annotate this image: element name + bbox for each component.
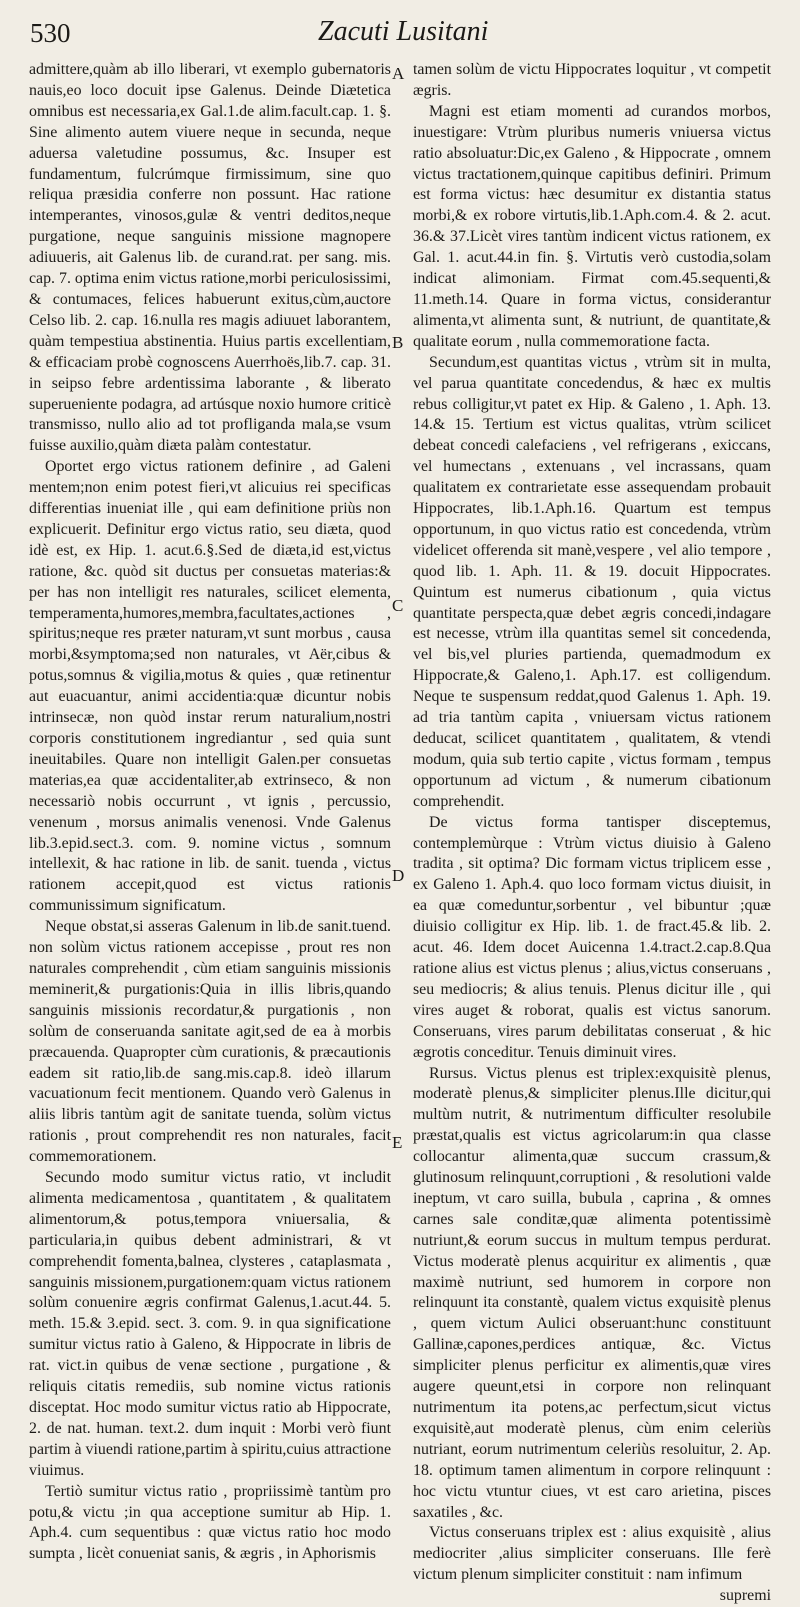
- paragraph: Tertiò sumitur victus ratio , propriissimè tantùm pro potu,& victu ;in qua acceptione sumitur ab Hip. 1. Aph.4. cum sequentibus : quæ victus ratio hoc modo sumpta , licèt conueniat sanis, & ægris , in Aphorismis: [29, 1482, 391, 1563]
- margin-letter: E: [392, 1133, 403, 1152]
- left-column: [29, 60, 391, 1563]
- page-header: [30, 8, 770, 50]
- paragraph: admittere,quàm ab illo liberari, vt exemplo gubernatoris nauis,eo loco docuit ipse Galenus. Deinde Diætetica omnibus est necessaria,ex Gal.1.de alim.facult.cap. 1. §. Sine alimento autem viuere neque in secunda, neque aduersa valetudine possumus, &c. Insuper est fundamentum, fulcrúmque firmissimum, sine quo reliqua præsidia conferre non possunt. Hac ratione intemperantes, vinosos,gulæ & ventri deditos,neque purgatione, neque sanguinis missione magnopere adiuueris, ait Galenus lib. de curand.rat. per sang. mis. cap. 7. optima enim victus ratione,morbi periculosissimi, & contumaces, felices habuerunt exitus,cùm,auctore Celso lib. 2. cap. 16.nulla res magis adiuuet laborantem, quàm tempestiua abstinentia. Huius partis excellentiam, & efficaciam probè cognoscens Auerrhoës,lib.7. cap. 31. in seipso febre ardentissima laborante , & liberato superueniente podagra, ad artúsque noxio humore criticè transmisso, nullo alio ad tot profliganda mala,se vsum fuisse auxilio,quàm diæta palàm contestatur.: [29, 61, 391, 455]
- paragraph: Rursus. Victus plenus est triplex:exquisitè plenus, moderatè plenus,& simpliciter plenus.Ille dicitur,qui multùm nutrit, & nutrimentum difficulter resolubile præstat,qualis est victus agricolarum:in qua classe collocantur alimenta,quæ succum crassum,& glutinosum relinquunt,corruptioni , & resolutioni valde ineptum, vt caro suilla, bubula , caprina , & omnes carnes sale conditæ,quæ alimenta potentissimè nutriunt,& eorum succus in multum tempus perdurat. Victus moderatè plenus acquiritur ex alimentis , quæ maximè nutriunt, sed humorem in corpore non relinquunt ita constantè, qualem victus exquisitè plenus , quem victum Aulici obseruant:hunc constituunt Gallinæ,capones,perdices antiquæ, &c. Victus simpliciter plenus perficitur ex alimentis,quæ vires augere queunt,etsi in corpore non relinquant nutrimentum ita potens,ac perfectum,sicut victus exquisitè,aut moderatè plenus, cùm enim celeriùs nutriant, eorum nutrimentum celeriùs resoluitur, 2. Ap. 18. optimum tamen alimentum in corpore relinquunt : hoc victu vtuntur ciues, vt est caro arietina, pisces saxatiles , &c.: [413, 1064, 771, 1521]
- catchword: supremi: [719, 1587, 771, 1605]
- margin-letter: B: [392, 333, 404, 352]
- paragraph: Neque obstat,si asseras Galenum in lib.de sanit.tuend. non solùm victus rationem accepisse , prout res non naturales comprehendit , cùm etiam sanguinis missionis meminerit,& purgationis:Quia in illis libris,quando sanguinis missionis recordatur,& purgationis , non solùm de conseruanda sanitate agit,sed de ea à morbis præcauenda. Quapropter cùm curationis, & præcautionis eadem sit ratio,lib.de sang.mis.cap.8. ideò illarum vacuationum fecit mentionem. Quando verò Galenus in aliis libris tantùm agit de sanitate tuenda, solùm victus rationis , prout comprehendit res non naturales, facit commemorationem.: [29, 918, 391, 1166]
- margin-letter: C: [392, 596, 404, 615]
- margin-letter: D: [392, 866, 405, 885]
- paragraph: Secundum,est quantitas victus , vtrùm sit in multa, vel parua quantitate concedendus, & hæc ex multis rebus colligitur,vt patet ex Hip. & Galeno , 1. Aph. 13. 14.& 15. Tertium est victus qualitas, vtrùm scilicet debeat concedi calefaciens , vel refrigerans , exiccans, vel humectans , extenuans , vel incrassans, quam qualitatem ex contrarietate esse assequendam probauit Hippocrates, lib.1.Aph.16. Quartum est tempus opportunum, in quo victus ratio est concedenda, vtrùm videlicet offerenda sit manè,vespere , vel alio tempore , quod lib. 1. Aph. 11. & 19. docuit Hippocrates. Quintum est numerus cibationum , quia victus quantitate perspecta,quæ debet ægris concedi,indagare est necesse, vtrùm illa quantitas semel sit concedenda, vel bis,vel pluries partienda, quemadmodum ex Hippocrate,& Galeno,1. Aph.17. est colligendum. Neque te suspensum reddat,quod Galenus 1. Aph. 19. ad tria tantùm capita , vniuersam victus rationem deducat, scilicet quantitatem , qualitatem, & vtendi modum, quia sub tertio capite , victus formam , tempus opportunum ad victum , & numerum cibationum comprehendit.: [413, 353, 771, 810]
- paragraph: De victus forma tantisper disceptemus, contemplemùrque : Vtrùm victus diuisio à Galeno tradita , sit optima? Dic formam victus triplicem esse , ex Galeno 1. Aph.4. quo loco formam victus diuisit, in ea quæ comeduntur,sorbentur , vel bibuntur ;quæ diuisio colligitur ex Hip. lib. 1. de fract.45.& lib. 2. acut. 46. Idem docet Auicenna 1.4.tract.2.cap.8.Qua ratione alius est victus plenus ; alius,victus conseruans , seu mediocris; & alius tenuis. Plenus dicitur ille , qui vires auget & roborat, qualis est victus sanorum. Conseruans, vires parum debilitatas conseruat , & hic ægrotis conceditur. Tenuis diminuit vires.: [413, 813, 771, 1061]
- page-number: 530: [30, 18, 71, 48]
- paragraph: Oportet ergo victus rationem definire , ad Galeni mentem;non enim potest fieri,vt alicuius rei specificas differentias inueniat ille , qui eam definitione priùs non explicuerit. Definitur ergo victus ratio, seu diæta, quod idè est, ex Hip. 1. acut.6.§.Sed de diæta,id est,victus ratione, &c. quòd sit ductus per consuetas materias:& per has non intelligit res naturales, scilicet elementa, temperamenta,humores,membra,facultates,actiones , spiritus;neque res præter naturam,vt sunt morbus , causa morbi,&symptoma;sed non naturales, vt Aër,cibus & potus,somnus & vigilia,motus & quies , quæ retinentur aut euacuantur, animi accidentia:quæ dicuntur nobis intrinsecæ, non quòd instar rerum naturalium,nostri corporis constitutionem ingrediantur , sed quia sunt ineuitabiles. Quare non intelligit Galen.per consuetas materias,ea quæ accidentaliter,ab extrinseco, & non necessariò nobis occurrunt , vt ignis , percussio, venenum , morsus animalis venenosi. Vnde Galenus lib.3.epid.sect.3. com. 9. nomine victus , somnum intellexit, & hac ratione in lib. de sanit. tuenda , victus rationem accepit,quod est victus rationis communissimum significatum.: [29, 458, 391, 915]
- right-column: [413, 60, 771, 1605]
- paragraph: Secundo modo sumitur victus ratio, vt includit alimenta medicamentosa , quantitatem , & qualitatem alimentorum,& potus,tempora vniuersalia, & particularia,in quibus debent administrari, & vt comprehendit fomenta,balnea, clysteres , cataplasmata , sanguinis missionem,purgationem:quam victus rationem solùm conuenire ægris confirmat Galenus,1.acut.44. 5. meth. 15.& 3.epid. sect. 3. com. 9. in qua significatione sumitur victus ratio à Galeno, & Hippocrate in libris de rat. vict.in quibus de venæ sectione , purgatione , & reliquis citatis remediis, sub nomine victus rationis disceptat. Hoc modo sumitur victus ratio ab Hippocrate, 2. de nat. human. text.2. dum inquit : Morbi verò fiunt partim à viuendi ratione,partim à spiritu,cuius attractione viuimus.: [29, 1169, 391, 1479]
- running-title: Zacuti Lusitani: [318, 16, 489, 47]
- margin-letter: A: [392, 64, 405, 83]
- paragraph: tamen solùm de victu Hippocrates loquitur , vt competit ægris.: [413, 61, 771, 99]
- paragraph: Victus conseruans triplex est : alius exquisitè , alius mediocriter ,alius simpliciter conseruans. Ille ferè victum plenum simpliciter constituit : nam infimum: [413, 1524, 771, 1584]
- paragraph: Magni est etiam momenti ad curandos morbos, inuestigare: Vtrùm pluribus numeris vniuersa victus ratio absoluatur:Dic,ex Galeno , & Hippocrate , omnem victus tractationem,quinque capitibus definiri. Primum est forma victus: hæc desumitur ex distantia status morbi,& ex robore virtutis,lib.1.Aph.com.4. & 2. acut. 36.& 37.Licèt vires tantùm indicent victus rationem, ex Gal. 1. acut.44.in fin. §. Virtutis verò custodia,solam indicat alimoniam. Firmat com.45.sequenti,& 11.meth.14. Quare in forma victus, considerantur alimenta,vt alimenta sunt, & nutriunt, de quantitate,& qualitate eorum , nulla commemoratione facta.: [413, 102, 771, 350]
